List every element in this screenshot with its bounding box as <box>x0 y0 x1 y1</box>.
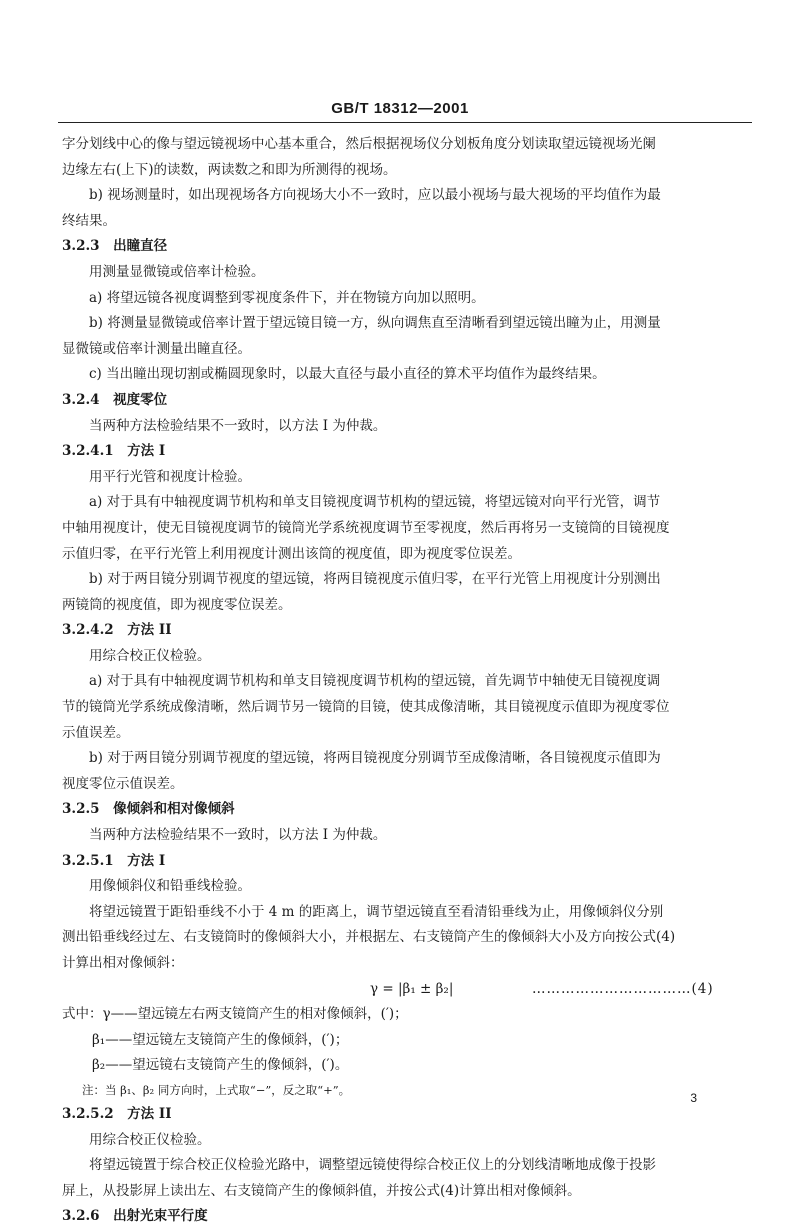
text-block-2 <box>62 1102 722 1230</box>
text-line: a) 对于具有中轴视度调节机构和单支目镜视度调节机构的望远镜，将望远镜对向平行光管，调节 <box>89 494 661 511</box>
text-line: 终结果。 <box>62 212 116 229</box>
text-line: 视度零位示值误差。 <box>62 775 184 792</box>
formula-note: 注：当 β₁、β₂ 同方向时，上式取“−”，反之取“+”。 <box>82 1082 351 1097</box>
text-line: 中轴用视度计，使无目镜视度调节的镜筒光学系统视度调节至零视度，然后再将另一支镜筒的目镜视度 <box>62 519 670 536</box>
text-line: b) 视场测量时，如出现视场各方向视场大小不一致时，应以最小视场与最大视场的平均值作为最 <box>89 187 661 204</box>
section-heading: 3.2.4.2 方法 II <box>62 622 172 639</box>
where-line: β₂——望远镜右支镜筒产生的像倾斜，(′)。 <box>92 1057 349 1074</box>
text-line: 计算出相对像倾斜： <box>62 955 184 971</box>
text-line: 测出铅垂线经过左、右支镜筒时的像倾斜大小，并根据左、右支镜筒产生的像倾斜大小及方向按公式(4) <box>62 929 676 946</box>
text-line: 当两种方法检验结果不一致时，以方法 I 为仲裁。 <box>89 417 387 434</box>
text-line: 节的镜筒光学系统成像清晰，然后调节另一镜筒的目镜，使其成像清晰，其目镜视度示值即为视度零位 <box>62 699 670 716</box>
text-line: 将望远镜置于综合校正仪检验光路中，调整望远镜使得综合校正仪上的分划线清晰地成像于投影 <box>89 1157 656 1174</box>
text-line: 用综合校正仪检验。 <box>89 1131 211 1148</box>
text-line: 将望远镜置于距铅垂线不小于 4 m 的距离上，调节望远镜直至看清铅垂线为止，用像倾斜仪分别 <box>89 903 664 920</box>
page-number: 3 <box>690 1091 697 1105</box>
text-line: 显微镜或倍率计测量出瞳直径。 <box>62 340 251 357</box>
section-heading: 3.2.6 出射光束平行度 <box>62 1208 208 1225</box>
text-line: c) 当出瞳出现切割或椭圆现象时，以最大直径与最小直径的算术平均值作为最终结果。 <box>89 366 606 383</box>
text-line: 当两种方法检验结果不一致时，以方法 I 为仲裁。 <box>89 827 387 844</box>
text-line: b) 对于两目镜分别调节视度的望远镜，将两目镜视度示值归零，在平行光管上用视度计分别测出 <box>89 571 661 588</box>
where-clause <box>62 1002 722 1079</box>
standard-number-header: GB/T 18312—2001 <box>331 100 469 117</box>
text-line: b) 将测量显微镜或倍率计置于望远镜目镜一方，纵向调焦直至清晰看到望远镜出瞳为止，用测量 <box>89 315 661 332</box>
section-heading: 3.2.3 出瞳直径 <box>62 238 168 255</box>
text-line: 屏上，从投影屏上读出左、右支镜筒产生的像倾斜值，并按公式(4)计算出相对像倾斜。 <box>62 1182 581 1199</box>
text-line: 两镜筒的视度值，即为视度零位误差。 <box>62 596 292 613</box>
text-line: 示值归零，在平行光管上利用视度计测出该筒的视度值，即为视度零位误差。 <box>62 545 521 562</box>
where-line: 式中：γ——望远镜左右两支镜筒产生的相对像倾斜，(′)； <box>62 1006 408 1023</box>
text-block-1 <box>62 132 722 977</box>
formula-line <box>62 977 722 1003</box>
section-heading: 3.2.5.1 方法 I <box>62 852 166 869</box>
section-heading: 3.2.5.2 方法 II <box>62 1105 172 1122</box>
document-body <box>62 132 722 1230</box>
text-line: 字分划线中心的像与望远镜视场中心基本重合，然后根据视场仪分划板角度分划读取望远镜视场光阑 <box>62 136 656 152</box>
equation-number: ……………………………(4) <box>532 980 714 997</box>
text-line: 示值误差。 <box>62 724 130 741</box>
text-line: 边缘左右(上下)的读数，两读数之和即为所测得的视场。 <box>62 161 397 178</box>
text-line: a) 将望远镜各视度调整到零视度条件下，并在物镜方向加以照明。 <box>89 289 485 306</box>
text-line: 用像倾斜仪和铅垂线检验。 <box>89 878 251 895</box>
text-line: 用测量显微镜或倍率计检验。 <box>89 263 265 280</box>
text-line: 用综合校正仪检验。 <box>89 647 211 664</box>
text-line: a) 对于具有中轴视度调节机构和单支目镜视度调节机构的望远镜，首先调节中轴使无目镜视度调 <box>89 673 661 690</box>
where-line: β₁——望远镜左支镜筒产生的像倾斜，(′)； <box>92 1031 349 1048</box>
header-rule <box>58 122 752 123</box>
text-line: b) 对于两目镜分别调节视度的望远镜，将两目镜视度分别调节至成像清晰，各目镜视度示值即为 <box>89 750 661 767</box>
section-heading: 3.2.4 视度零位 <box>62 391 168 408</box>
formula-4: γ = |β₁ ± β₂| <box>370 980 454 997</box>
section-heading: 3.2.5 像倾斜和相对像倾斜 <box>62 801 235 818</box>
text-line: 用平行光管和视度计检验。 <box>89 468 251 485</box>
section-heading: 3.2.4.1 方法 I <box>62 443 166 460</box>
